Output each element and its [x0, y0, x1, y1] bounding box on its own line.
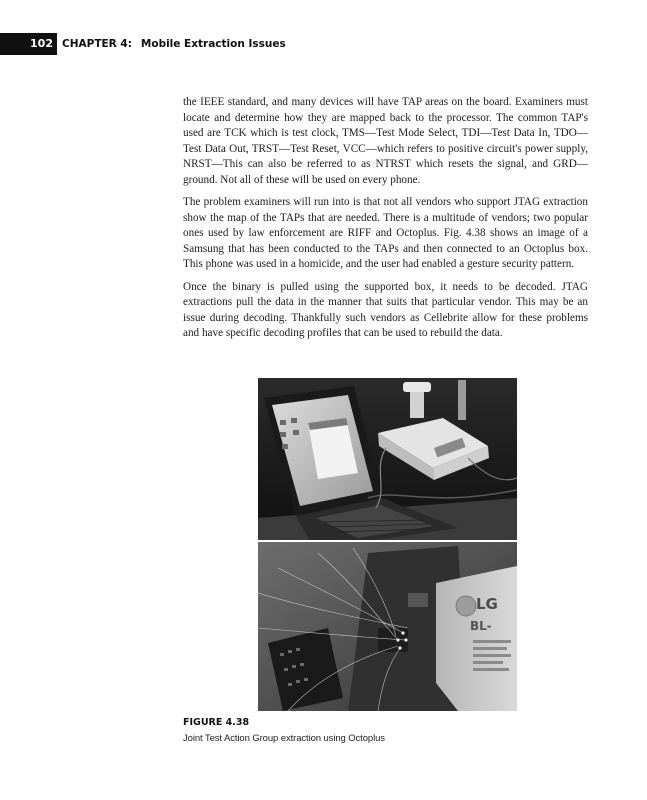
page-number: 102	[0, 33, 57, 55]
paragraph: the IEEE standard, and many devices will have TAP areas on the board. Examiners must locate and determine how they are mapped back to the processor. The common TAP's used are TCK which is test clock, TMS—Test Mode Select, TDI—Test Data In, TDO—Test Data Out, TRST—Test Reset, VCC—which refers to positive circuit's power supply, NRST—This can also be referred to as NTRST which resets the signal, and GRD—ground. Not all of these will be used on every phone.	[183, 96, 588, 186]
figure-photo	[258, 378, 517, 711]
photo-divider	[258, 540, 517, 542]
chapter-title: Mobile Extraction Issues	[140, 38, 286, 50]
figure-label: FIGURE 4.38	[183, 717, 250, 728]
body-text	[183, 95, 588, 349]
battery-brand: LG	[476, 595, 498, 613]
photo-board-closeup	[258, 541, 517, 711]
photo-laptop-scene	[258, 378, 517, 541]
figure-caption: Joint Test Action Group extraction using Octoplus	[183, 733, 385, 744]
battery-model: BL-	[470, 619, 492, 633]
running-head	[62, 33, 286, 55]
chapter-label: CHAPTER 4:	[62, 38, 132, 50]
paragraph: The problem examiners will run into is that not all vendors who support JTAG extraction show the map of the TAPs that are needed. There is a multitude of vendors; two popular ones used by law enforcement are RIFF and Octoplus. Fig. 4.38 shows an image of a Samsung that has been conducted to the TAPs and then connected to an Octoplus box. This phone was used in a homicide, and the user had enabled a gesture security pattern.	[183, 196, 588, 270]
paragraph: Once the binary is pulled using the supported box, it needs to be decoded. JTAG extractions pull the data in the manner that suits that particular vendor. This may be an issue during decoding. Thankfully such vendors as Cellebrite allow for these problems and have specific decoding profiles that can be used to rebuild the data.	[183, 280, 588, 339]
